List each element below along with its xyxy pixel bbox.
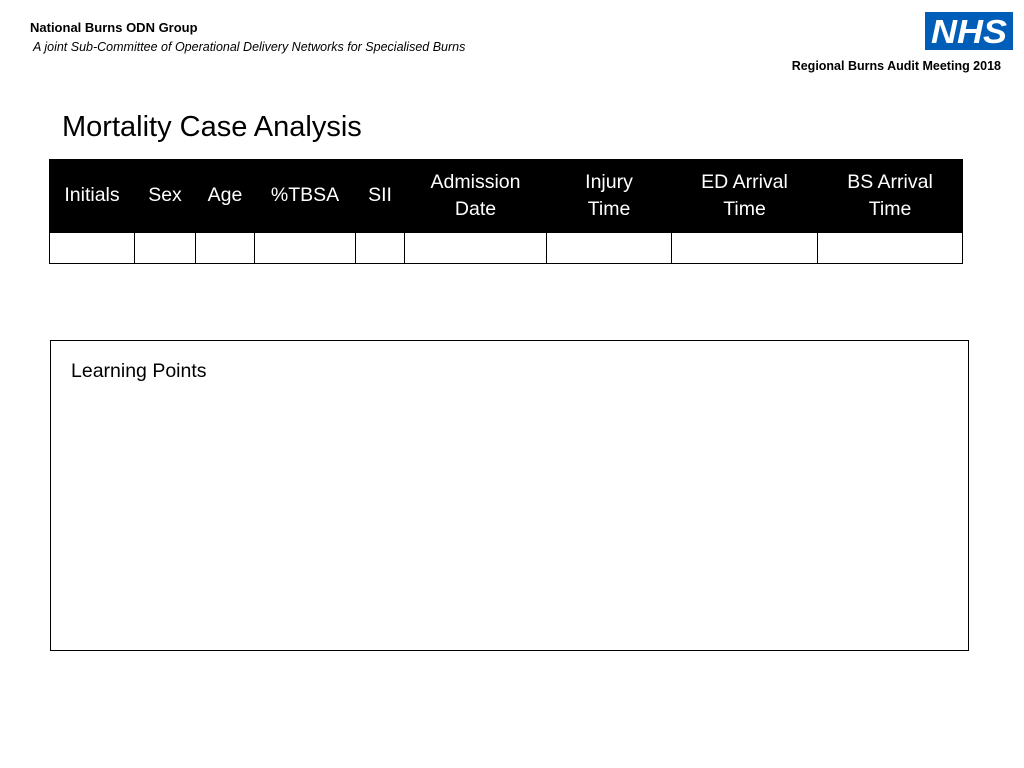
table-row	[50, 233, 963, 264]
header-ed-arrival-time: ED Arrival Time	[672, 159, 818, 233]
cell-age[interactable]	[196, 233, 255, 264]
header-initials: Initials	[50, 159, 135, 233]
header-admission-date: Admission Date	[405, 159, 547, 233]
cell-initials[interactable]	[50, 233, 135, 264]
header-bs-arrival-time: BS Arrival Time	[818, 159, 963, 233]
org-name: National Burns ODN Group	[30, 20, 198, 35]
page-title: Mortality Case Analysis	[62, 111, 362, 143]
cell-bs-arrival-time[interactable]	[818, 233, 963, 264]
header-sex: Sex	[135, 159, 196, 233]
nhs-logo-text: NHS	[931, 13, 1007, 50]
header-age: Age	[196, 159, 255, 233]
header-injury-time: Injury Time	[547, 159, 672, 233]
header-sii: SII	[356, 159, 405, 233]
cell-admission-date[interactable]	[405, 233, 547, 264]
cell-injury-time[interactable]	[547, 233, 672, 264]
meeting-title: Regional Burns Audit Meeting 2018	[791, 59, 1001, 73]
learning-points-box[interactable]	[50, 340, 969, 651]
cell-sii[interactable]	[356, 233, 405, 264]
case-table	[49, 159, 963, 264]
cell-sex[interactable]	[135, 233, 196, 264]
table-header-row	[50, 159, 963, 233]
org-subtitle: A joint Sub-Committee of Operational Delivery Networks for Specialised Burns	[33, 40, 466, 54]
header-tbsa: %TBSA	[255, 159, 356, 233]
learning-points-label: Learning Points	[71, 360, 207, 382]
cell-tbsa[interactable]	[255, 233, 356, 264]
nhs-logo	[925, 12, 1013, 50]
cell-ed-arrival-time[interactable]	[672, 233, 818, 264]
